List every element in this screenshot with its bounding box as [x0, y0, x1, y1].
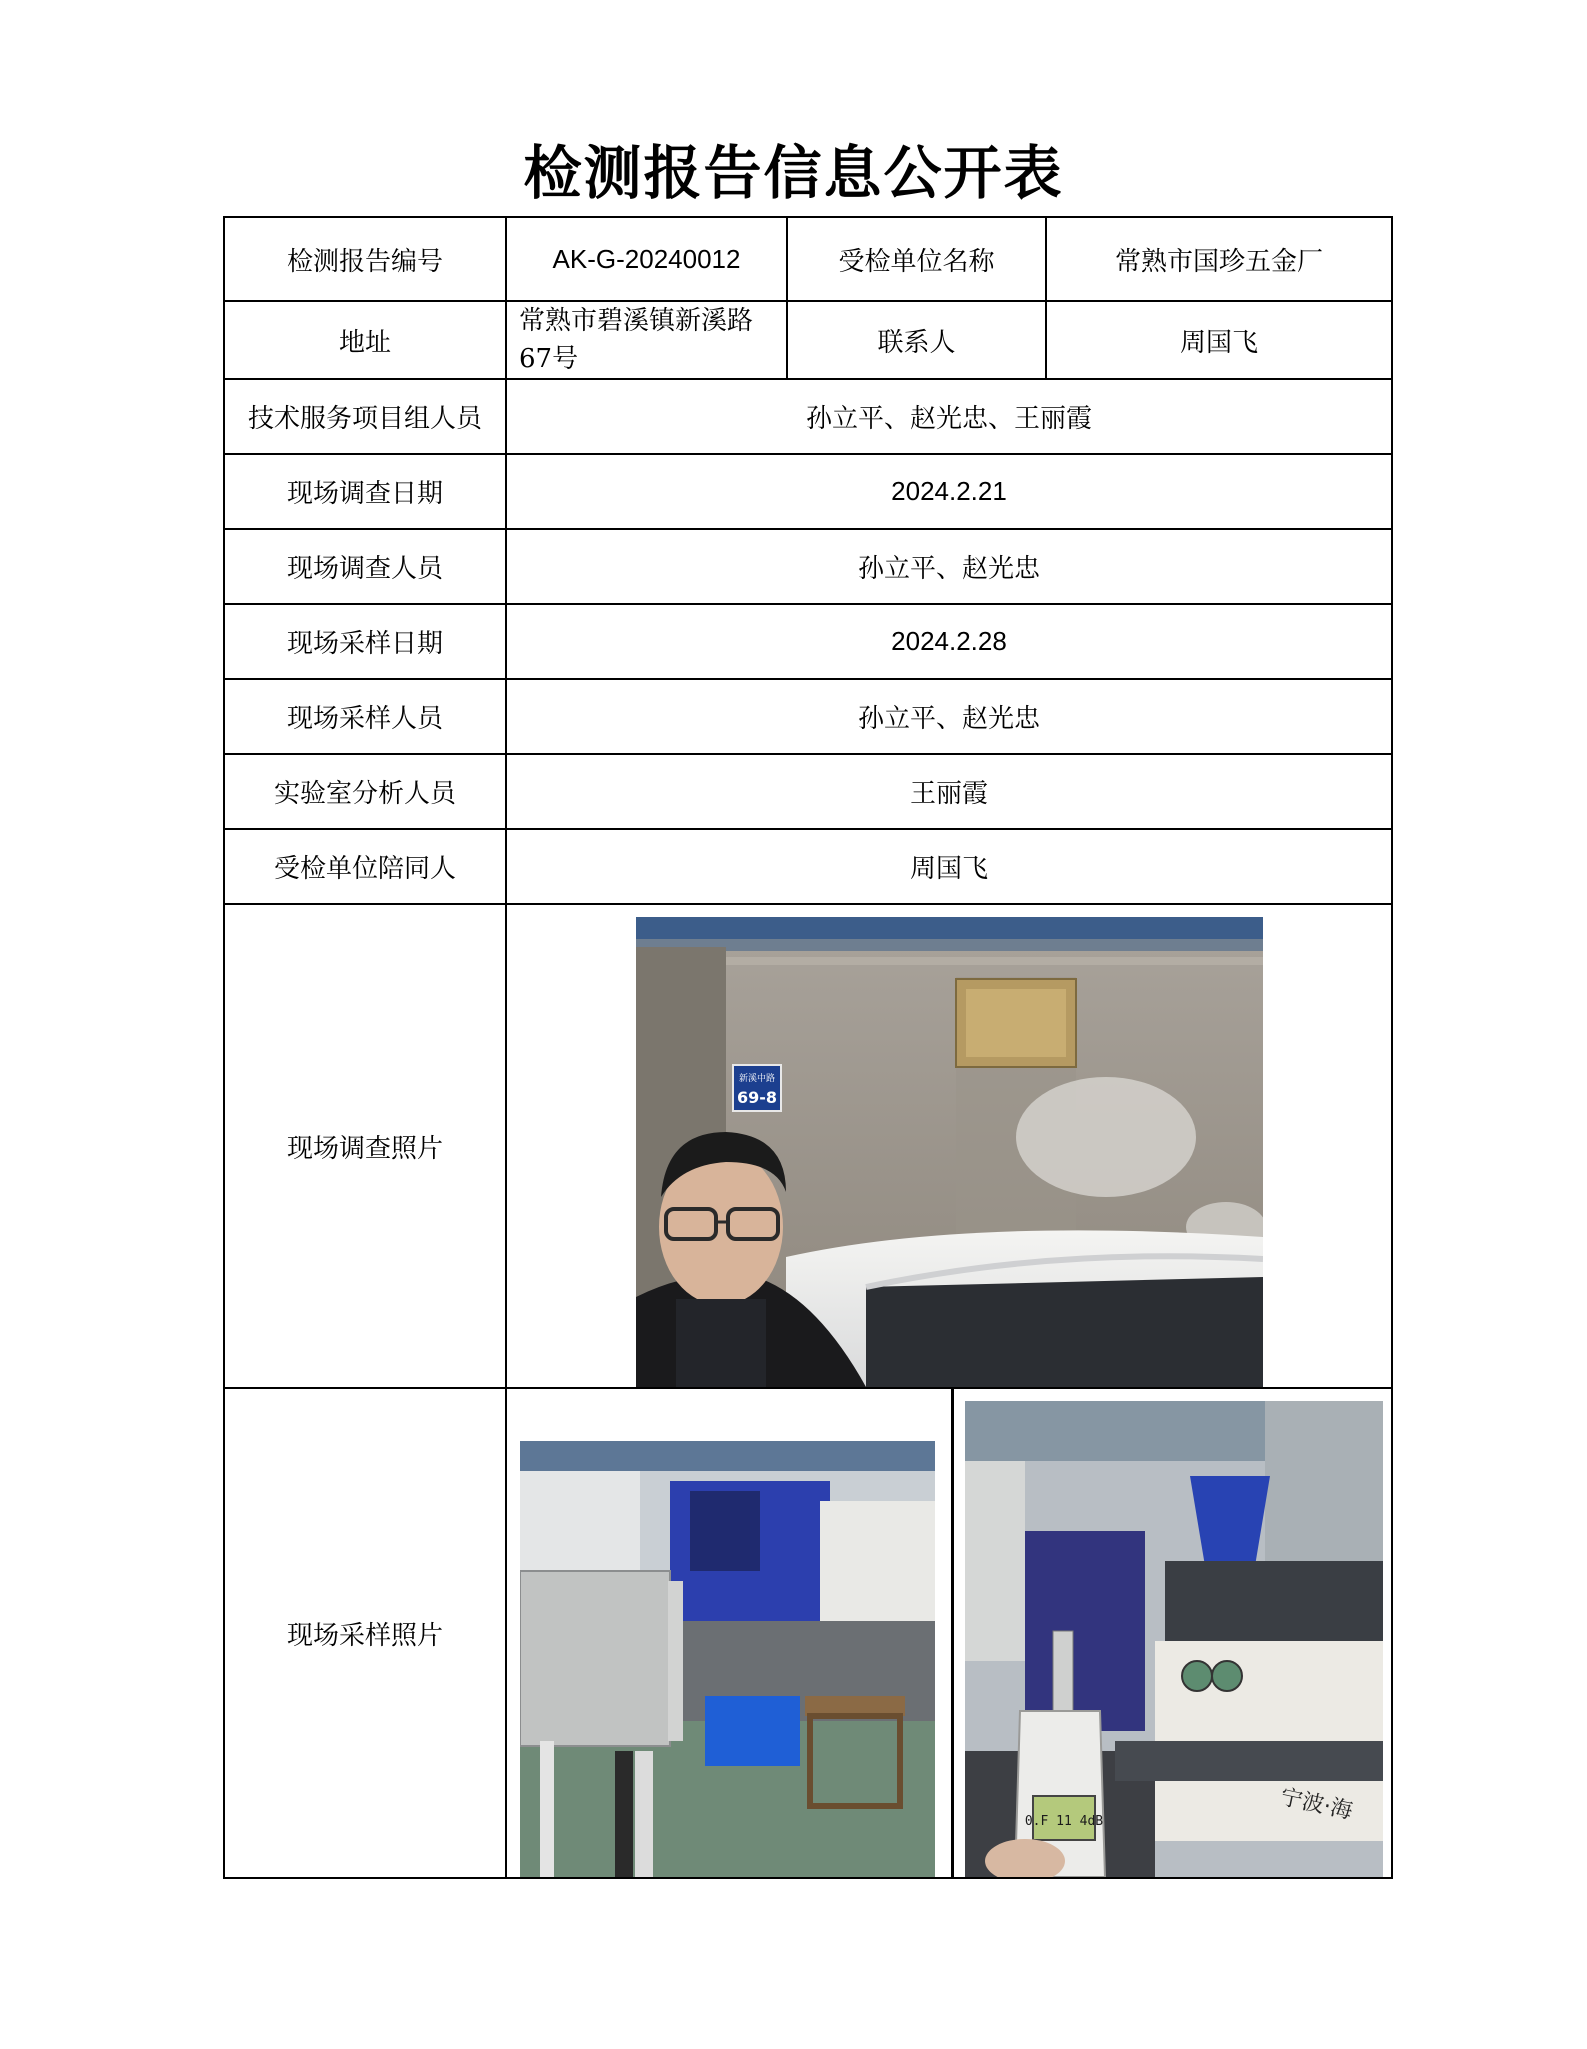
door-plate: [733, 1065, 781, 1111]
table-row: [224, 904, 1392, 1388]
survey-date-value: 2024.2.21: [506, 454, 1392, 529]
survey-staff-value: 孙立平、赵光忠: [506, 529, 1392, 604]
meter-readout: 0.F 11 4dB: [1024, 1814, 1104, 1829]
sampling-photo-left: [520, 1441, 935, 1877]
photo-divider: [951, 1389, 954, 1877]
survey-photo-label: 现场调查照片: [224, 904, 506, 1388]
report-no-value: AK-G-20240012: [506, 217, 787, 301]
escort-value: 周国飞: [506, 829, 1392, 904]
table-row: [224, 379, 1392, 454]
page-title: 检测报告信息公开表: [523, 139, 1064, 207]
sampling-photo-cell: [506, 1388, 1392, 1878]
sampling-photo-right: [965, 1401, 1383, 1877]
table-row: [224, 301, 1392, 379]
team-value: 孙立平、赵光忠、王丽霞: [506, 379, 1392, 454]
door-plate-top: 新溪中路: [738, 1074, 776, 1084]
sampling-date-label: 现场采样日期: [224, 604, 506, 679]
lab-staff-label: 实验室分析人员: [224, 754, 506, 829]
table-row: [224, 754, 1392, 829]
sampling-staff-value: 孙立平、赵光忠: [506, 679, 1392, 754]
table-row: [224, 1388, 1392, 1878]
table-row: [224, 217, 1392, 301]
team-label: 技术服务项目组人员: [224, 379, 506, 454]
report-table: [223, 216, 1393, 1879]
table-row: [224, 679, 1392, 754]
table-row: [224, 454, 1392, 529]
door-plate-number: 69-8: [736, 1088, 778, 1107]
address-label: 地址: [224, 301, 506, 379]
lab-staff-value: 王丽霞: [506, 754, 1392, 829]
survey-photo-cell: [506, 904, 1392, 1388]
contact-label: 联系人: [787, 301, 1046, 379]
contact-value: 周国飞: [1046, 301, 1392, 379]
sampling-photo-label: 现场采样照片: [224, 1388, 506, 1878]
report-no-label: 检测报告编号: [224, 217, 506, 301]
sampling-staff-label: 现场采样人员: [224, 679, 506, 754]
sampling-date-value: 2024.2.28: [506, 604, 1392, 679]
survey-date-label: 现场调查日期: [224, 454, 506, 529]
escort-label: 受检单位陪同人: [224, 829, 506, 904]
survey-staff-label: 现场调查人员: [224, 529, 506, 604]
sampling-photo-right-image: [965, 1401, 1383, 1877]
address-value: 常熟市碧溪镇新溪路67号: [506, 301, 787, 379]
sampling-photo-left-image: [520, 1441, 935, 1877]
table-row: [224, 529, 1392, 604]
survey-photo: [636, 917, 1263, 1387]
table-row: [224, 604, 1392, 679]
unit-name-label: 受检单位名称: [787, 217, 1046, 301]
unit-name-value: 常熟市国珍五金厂: [1046, 217, 1392, 301]
survey-photo-image: [636, 917, 1263, 1387]
table-row: [224, 829, 1392, 904]
machine-brand: 宁波·海: [1278, 1784, 1355, 1825]
